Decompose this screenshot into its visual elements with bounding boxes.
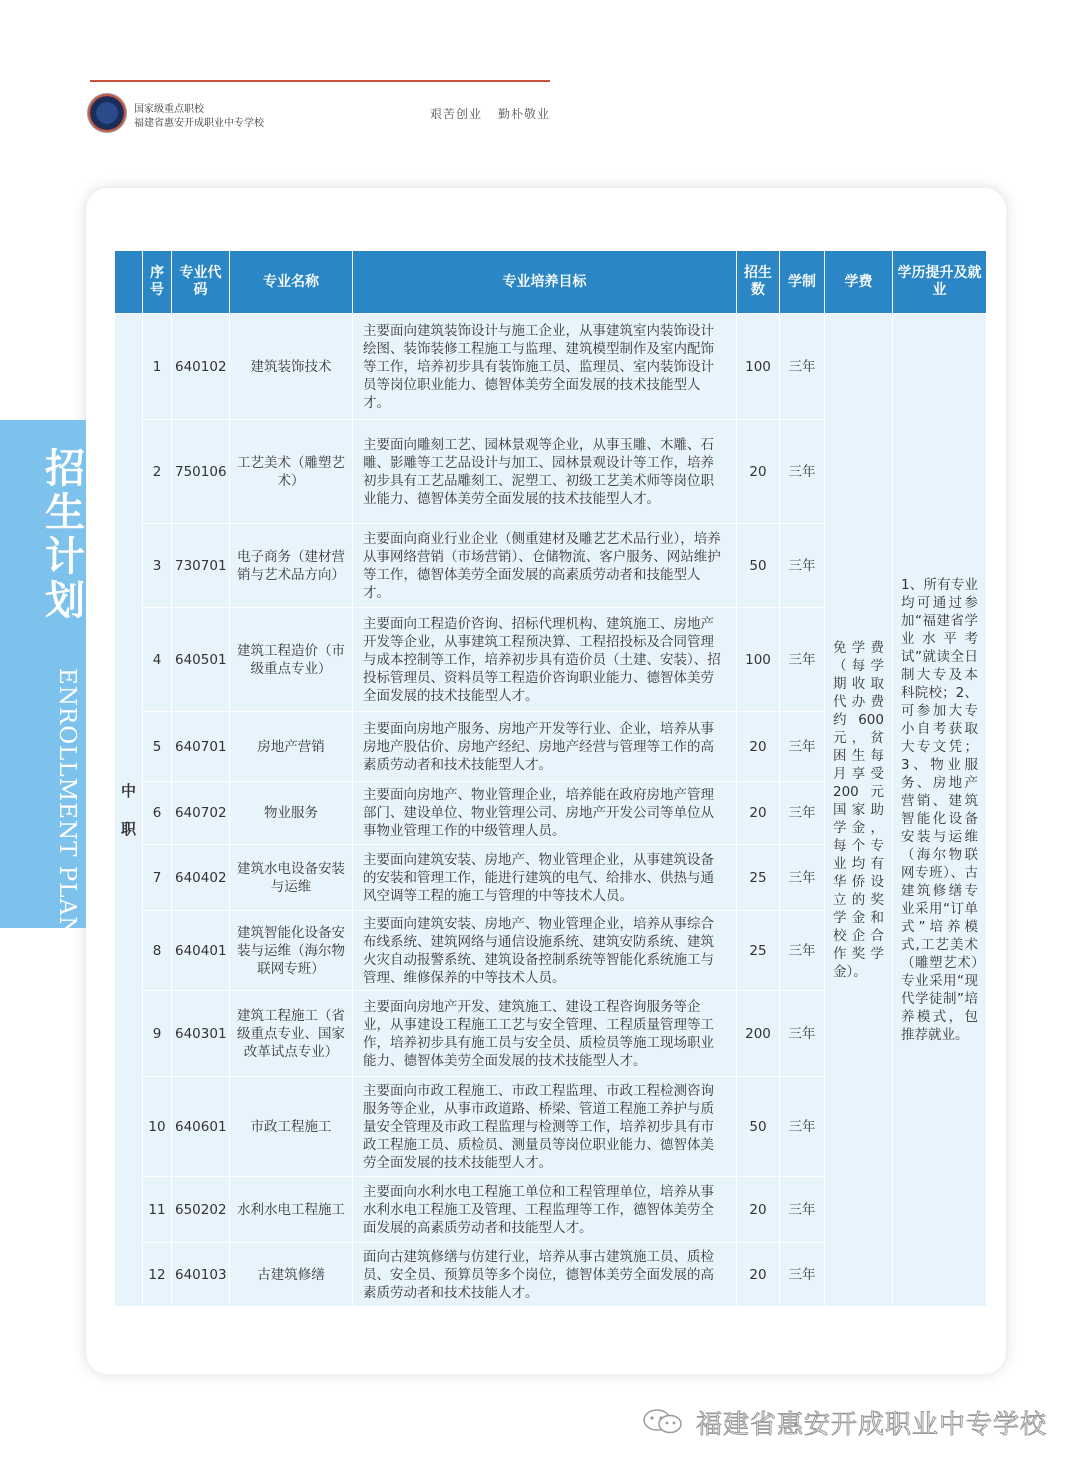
seq-cell: 12 xyxy=(143,1243,172,1307)
seq-cell: 1 xyxy=(143,314,172,420)
quota-cell: 25 xyxy=(737,845,780,911)
quota-cell: 20 xyxy=(737,1243,780,1307)
quota-cell: 20 xyxy=(737,782,780,845)
code-cell: 750106 xyxy=(172,420,230,524)
duration-cell: 三年 xyxy=(780,1177,825,1243)
col-header-seq: 序号 xyxy=(143,251,172,314)
quota-cell: 50 xyxy=(737,1077,780,1177)
wechat-icon xyxy=(640,1406,690,1436)
duration-cell: 三年 xyxy=(780,1243,825,1307)
goal-cell: 面向古建筑修缮与仿建行业，培养从事古建筑施工员、质检员、安全员、预算员等多个岗位，德智体美劳全面发展的高素质劳动者和技术技能人才。 xyxy=(353,1243,737,1307)
duration-cell: 三年 xyxy=(780,712,825,782)
seq-cell: 2 xyxy=(143,420,172,524)
col-header-level xyxy=(115,251,143,314)
goal-cell: 主要面向房地产开发、建筑施工、建设工程咨询服务等企业，从事建设工程施工工艺与安全管理、工程质量管理等工作，培养初步具有施工员与安全员、质检员等施工现场职业能力、德智体美劳全面发展的技术技能型人才。 xyxy=(353,991,737,1077)
code-cell: 650202 xyxy=(172,1177,230,1243)
seq-cell: 5 xyxy=(143,712,172,782)
code-cell: 640701 xyxy=(172,712,230,782)
code-cell: 640601 xyxy=(172,1077,230,1177)
quota-cell: 20 xyxy=(737,712,780,782)
header-rule xyxy=(90,80,550,82)
quota-cell: 100 xyxy=(737,314,780,420)
fee-cell: 免学费（每学期收取代办费约600元，贫困生每月享受200元国家助学金，每个专业均有华侨设立的奖学金和校企合作奖学金）。 xyxy=(825,314,893,1307)
code-cell: 640402 xyxy=(172,845,230,911)
school-name: 福建省惠安开成职业中专学校 xyxy=(134,118,264,129)
code-cell: 640301 xyxy=(172,991,230,1077)
goal-cell: 主要面向工程造价咨询、招标代理机构、建筑施工、房地产开发等企业，从事建筑工程预决算、工程招投标及合同管理与成本控制等工作，培养初步具有造价员（土建、安装）、招投标管理员、资料员等工程造价咨询职业能力、德智体美劳全面发展的技术技能型人才。 xyxy=(353,608,737,712)
goal-cell: 主要面向市政工程施工、市政工程监理、市政工程检测咨询服务等企业，从事市政道路、桥梁、管道工程施工养护与质量安全管理及市政工程监理与检测等工作，培养初步具有市政工程施工员、质检员、测量员等岗位职业能力、德智体美劳全面发展的技术技能型人才。 xyxy=(353,1077,737,1177)
goal-cell: 主要面向水利水电工程施工单位和工程管理单位，培养从事水利水电工程施工及管理、工程监理等工作，德智体美劳全面发展的高素质劳动者和技能型人才。 xyxy=(353,1177,737,1243)
col-header-goal: 专业培养目标 xyxy=(353,251,737,314)
seq-cell: 8 xyxy=(143,911,172,991)
name-cell: 电子商务（建材营销与艺术品方向） xyxy=(230,524,353,608)
watermark-text: 福建省惠安开成职业中专学校 xyxy=(696,1410,1048,1440)
name-cell: 房地产营销 xyxy=(230,712,353,782)
side-title-char: 计 xyxy=(45,534,85,580)
duration-cell: 三年 xyxy=(780,524,825,608)
level-label: 中职 xyxy=(121,782,137,838)
code-cell: 640501 xyxy=(172,608,230,712)
goal-cell: 主要面向建筑安装、房地产、物业管理企业，从事建筑设备的安装和管理工作，能进行建筑的电气、给排水、供热与通风空调等工程的施工与管理的中等技术人员。 xyxy=(353,845,737,911)
goal-cell: 主要面向雕刻工艺、园林景观等企业，从事玉雕、木雕、石雕、影雕等工艺品设计与加工、园林景观设计等工作，培养初步具有工艺品雕刻工、泥塑工、初级工艺美术师等岗位职业能力、德智体美劳全面发展的技术技能型人才。 xyxy=(353,420,737,524)
col-header-fee: 学费 xyxy=(825,251,893,314)
quota-cell: 20 xyxy=(737,420,780,524)
name-cell: 古建筑修缮 xyxy=(230,1243,353,1307)
motto-part-2: 勤朴敬业 xyxy=(498,107,551,121)
seq-cell: 6 xyxy=(143,782,172,845)
name-cell: 工艺美术（雕塑艺术） xyxy=(230,420,353,524)
goal-cell: 主要面向房地产服务、房地产开发等行业、企业，培养从事房地产股估价、房地产经纪、房地产经营与管理等工作的高素质劳动者和技术技能型人才。 xyxy=(353,712,737,782)
side-title-char: 生 xyxy=(45,490,85,536)
duration-cell: 三年 xyxy=(780,991,825,1077)
school-logo-icon xyxy=(88,94,126,132)
name-cell: 建筑装饰技术 xyxy=(230,314,353,420)
duration-cell: 三年 xyxy=(780,1077,825,1177)
name-cell: 建筑智能化设备安装与运维（海尔物联网专班） xyxy=(230,911,353,991)
code-cell: 640103 xyxy=(172,1243,230,1307)
quota-cell: 200 xyxy=(737,991,780,1077)
seq-cell: 3 xyxy=(143,524,172,608)
col-header-pathway: 学历提升及就业 xyxy=(893,251,987,314)
enrollment-table xyxy=(114,250,987,1307)
name-cell: 物业服务 xyxy=(230,782,353,845)
duration-cell: 三年 xyxy=(780,782,825,845)
name-cell: 建筑工程造价（市级重点专业） xyxy=(230,608,353,712)
goal-cell: 主要面向建筑安装、房地产、物业管理企业，培养从事综合布线系统、建筑网络与通信设施系统、建筑安防系统、建筑火灾自动报警系统、建筑设备控制系统等智能化系统施工与管理、维修保养的中等技术人员。 xyxy=(353,911,737,991)
seq-cell: 7 xyxy=(143,845,172,911)
side-title-char: 划 xyxy=(45,578,85,624)
level-cell xyxy=(115,314,143,1307)
col-header-code: 专业代码 xyxy=(172,251,230,314)
seq-cell: 10 xyxy=(143,1077,172,1177)
motto-part-1: 艰苦创业 xyxy=(430,107,483,121)
side-title-char: 招 xyxy=(45,446,85,492)
duration-cell: 三年 xyxy=(780,420,825,524)
col-header-duration: 学制 xyxy=(780,251,825,314)
quota-cell: 100 xyxy=(737,608,780,712)
quota-cell: 50 xyxy=(737,524,780,608)
code-cell: 640401 xyxy=(172,911,230,991)
side-subtitle-en: ENROLLMENT PLAN xyxy=(54,668,80,938)
quota-cell: 20 xyxy=(737,1177,780,1243)
duration-cell: 三年 xyxy=(780,608,825,712)
duration-cell: 三年 xyxy=(780,314,825,420)
name-cell: 市政工程施工 xyxy=(230,1077,353,1177)
code-cell: 640702 xyxy=(172,782,230,845)
goal-cell: 主要面向商业行业企业（侧重建材及雕艺艺术品行业），培养从事网络营销（市场营销）、仓储物流、客户服务、网站维护等工作，德智体美劳全面发展的高素质劳动者和技能型人才。 xyxy=(353,524,737,608)
name-cell: 建筑工程施工（省级重点专业、国家改革试点专业） xyxy=(230,991,353,1077)
school-motto xyxy=(430,105,566,122)
school-rank: 国家级重点职校 xyxy=(134,104,204,115)
goal-cell: 主要面向房地产、物业管理企业，培养能在政府房地产管理部门、建设单位、物业管理公司、房地产开发公司等单位从事物业管理工作的中级管理人员。 xyxy=(353,782,737,845)
duration-cell: 三年 xyxy=(780,911,825,991)
side-title xyxy=(40,448,90,624)
col-header-name: 专业名称 xyxy=(230,251,353,314)
duration-cell: 三年 xyxy=(780,845,825,911)
code-cell: 730701 xyxy=(172,524,230,608)
col-header-quota: 招生数 xyxy=(737,251,780,314)
seq-cell: 4 xyxy=(143,608,172,712)
goal-cell: 主要面向建筑装饰设计与施工企业，从事建筑室内装饰设计绘图、装饰装修工程施工与监理、建筑模型制作及室内配饰等工作，培养初步具有装饰施工员、监理员、室内装饰设计员等岗位职业能力、德智体美劳全面发展的技术技能型人才。 xyxy=(353,314,737,420)
name-cell: 水利水电工程施工 xyxy=(230,1177,353,1243)
seq-cell: 11 xyxy=(143,1177,172,1243)
pathway-cell: 1、所有专业均可通过参加“福建省学业水平考试”就读全日制大专及本科院校；2、可参加大专小自考获取大专文凭；3、物业服务、房地产营销、建筑智能化设备安装与运维（海尔物联网专班）、古建筑修缮专业采用“订单式”培养模式,工艺美术（雕塑艺术）专业采用“现代学徒制”培养模式，包推荐就业。 xyxy=(893,314,987,1307)
code-cell: 640102 xyxy=(172,314,230,420)
seq-cell: 9 xyxy=(143,991,172,1077)
quota-cell: 25 xyxy=(737,911,780,991)
table-row xyxy=(115,314,987,420)
name-cell: 建筑水电设备安装与运维 xyxy=(230,845,353,911)
table-header-row xyxy=(115,251,987,314)
